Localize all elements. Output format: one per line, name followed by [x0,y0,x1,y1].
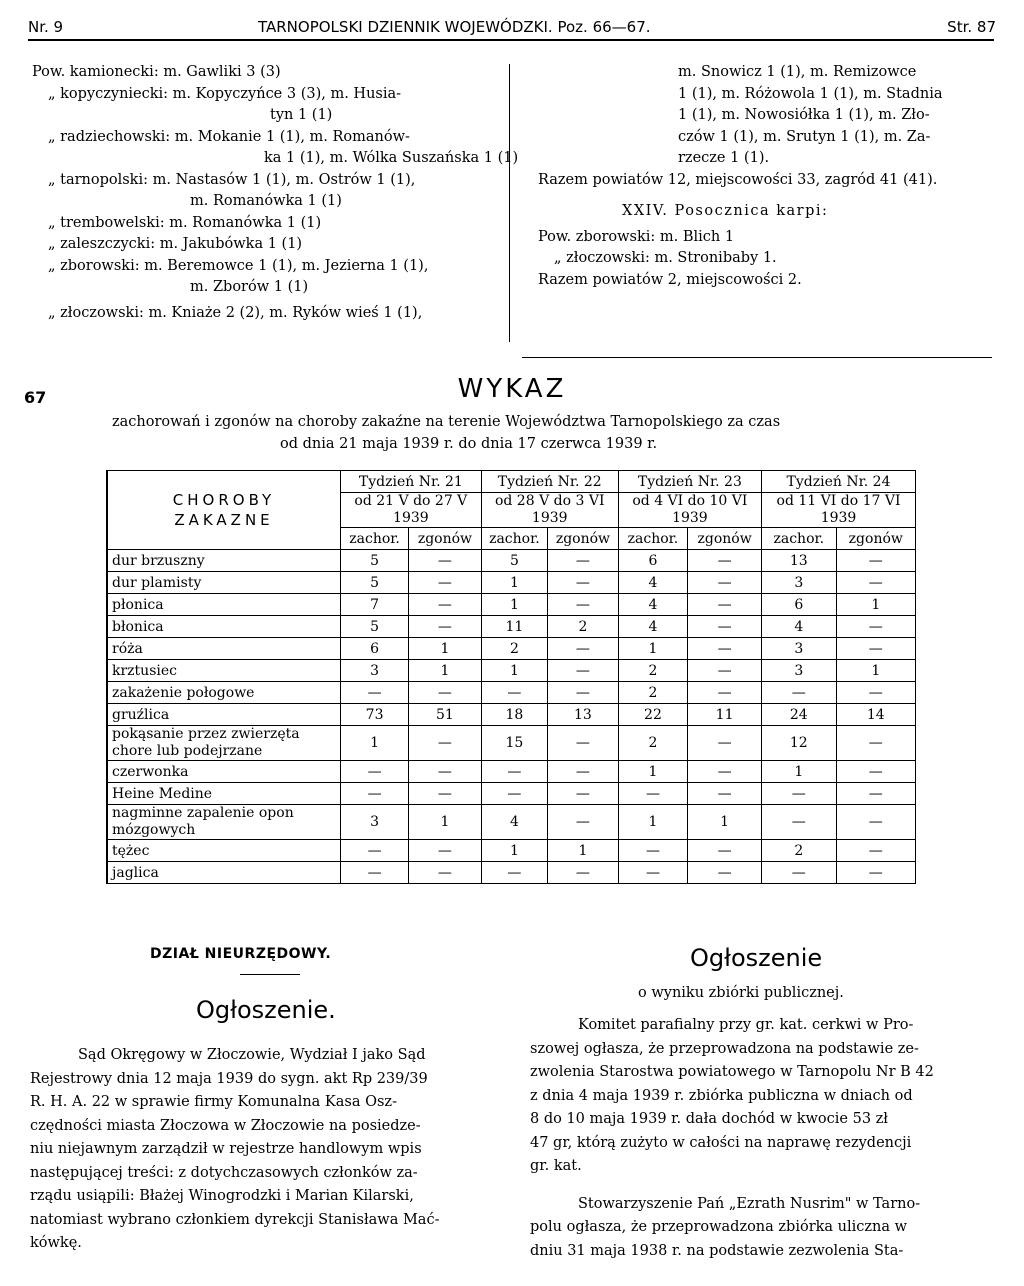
deaths-cell: — [836,783,915,805]
deaths-cell: — [836,761,915,783]
list-item: 1 (1), m. Różowola 1 (1), m. Stadnia [678,85,943,102]
list-item: „ radziechowski: m. Mokanie 1 (1), m. Romanów- [48,128,410,145]
cases-cell: — [341,862,409,884]
deaths-cell: — [409,594,482,616]
deaths-cell: — [548,572,619,594]
table-row [107,761,916,783]
cases-cell: — [341,761,409,783]
week-year: 1939 [531,510,568,526]
cases-cell: 18 [481,704,547,726]
sub-header-cases: zachor. [762,528,837,550]
cases-cell: 2 [618,682,687,704]
deaths-cell: — [836,616,915,638]
cases-cell: 12 [762,726,837,761]
cases-cell: 5 [341,550,409,572]
deaths-cell: 1 [409,660,482,682]
deaths-cell: — [836,572,915,594]
wykaz-title: WYKAZ [457,374,567,404]
week-header: Tydzień Nr. 24 [762,471,916,493]
week-range-text: od 28 V do 3 VI [494,493,605,509]
cases-cell: 11 [481,616,547,638]
cases-cell: — [481,682,547,704]
cases-cell: 2 [762,840,837,862]
disease-name [107,805,341,840]
cases-cell: 13 [762,550,837,572]
disease-name: dur brzuszny [107,550,341,572]
cases-cell: — [341,682,409,704]
deaths-cell: — [409,783,482,805]
cases-cell: 4 [618,594,687,616]
left-column [32,62,519,324]
sub-header-cases: zachor. [341,528,409,550]
disease-name: czerwonka [107,761,341,783]
cases-cell: 3 [762,638,837,660]
deaths-cell: — [836,638,915,660]
disease-name [107,726,341,761]
cases-cell: 4 [618,572,687,594]
sub-header-deaths: zgonów [409,528,482,550]
deaths-cell: — [409,761,482,783]
deaths-cell: — [548,726,619,761]
cases-cell: 5 [341,572,409,594]
disease-name-line: chore lub podejrzane [112,743,263,759]
list-item: „ kopyczyniecki: m. Kopyczyńce 3 (3), m. Husia- [48,85,402,102]
deaths-cell: — [548,682,619,704]
section-title: DZIAŁ NIEURZĘDOWY. [150,946,332,962]
list-item: Pow. kamionecki: m. Gawliki 3 (3) [32,64,281,80]
wykaz-dates: od dnia 21 maja 1939 r. do dnia 17 czerwca 1939 r. [280,436,658,452]
deaths-cell: — [548,761,619,783]
deaths-cell: 14 [836,704,915,726]
item-number: 67 [24,388,47,407]
deaths-cell: 1 [836,660,915,682]
cases-cell: 7 [341,594,409,616]
cases-cell: — [341,783,409,805]
deaths-cell: — [836,840,915,862]
cases-cell: 6 [762,594,837,616]
cases-cell: 1 [762,761,837,783]
deaths-cell: — [548,660,619,682]
list-item: czów 1 (1), m. Srutyn 1 (1), m. Za- [678,128,931,145]
sub-header-deaths: zgonów [548,528,619,550]
cases-cell: 1 [618,805,687,840]
left-notice-body [30,1044,500,1256]
deaths-cell: — [688,783,762,805]
deaths-cell: — [409,550,482,572]
deaths-cell: 1 [688,805,762,840]
sub-header-deaths: zgonów [836,528,915,550]
deaths-cell: — [548,783,619,805]
list-item: m. Romanówka 1 (1) [190,193,342,209]
week-header: Tydzień Nr. 21 [341,471,482,493]
deaths-cell: 2 [548,616,619,638]
table-row [107,862,916,884]
deaths-cell: — [688,660,762,682]
deaths-cell: — [836,550,915,572]
table-row [107,550,916,572]
notice-line: rządu usiąpili: Błażej Winogrodzki i Marian Kilarski, [30,1188,414,1204]
deaths-cell: — [409,726,482,761]
cases-cell: — [618,783,687,805]
disease-name: płonica [107,594,341,616]
right-notice-title: Ogłoszenie [690,944,823,972]
cases-cell: 1 [481,572,547,594]
cases-cell: 73 [341,704,409,726]
journal-title: TARNOPOLSKI DZIENNIK WOJEWÓDZKI. Poz. 66—67. [258,18,651,36]
cases-cell: 4 [481,805,547,840]
disease-name: jaglica [107,862,341,884]
left-notice-title: Ogłoszenie. [196,996,336,1024]
list-item: Pow. zborowski: m. Blich 1 [538,228,735,245]
cases-cell: 2 [618,660,687,682]
week-range-text: od 11 VI do 17 VI [776,493,901,509]
table-row [107,682,916,704]
table-row [107,616,916,638]
cases-cell: 5 [341,616,409,638]
week-range-text: od 21 V do 27 V [354,493,468,509]
cases-cell: 6 [618,550,687,572]
week-range [481,493,618,528]
cases-cell: — [762,682,837,704]
list-item: „ zaleszczycki: m. Jakubówka 1 (1) [48,236,303,252]
week-header: Tydzień Nr. 22 [481,471,618,493]
short-rule [240,974,300,975]
deaths-cell: — [836,862,915,884]
header-rule [28,39,994,41]
issue-number: Nr. 9 [28,18,64,36]
disease-table [106,470,916,884]
cases-cell: — [762,805,837,840]
week-header: Tydzień Nr. 23 [618,471,761,493]
disease-name: tężec [107,840,341,862]
list-item: tyn 1 (1) [270,107,333,123]
right-column [538,62,998,291]
cases-cell: — [481,862,547,884]
page-number: Str. 87 [947,18,996,36]
deaths-cell: 51 [409,704,482,726]
deaths-cell: — [688,638,762,660]
deaths-cell: 1 [409,805,482,840]
list-item: „ zborowski: m. Beremowce 1 (1), m. Jezierna 1 (1), [48,257,429,274]
cases-cell: 3 [341,660,409,682]
notice-line: niu niejawnym zarządził w rejestrze handlowym wpis [30,1141,422,1157]
cases-cell: 2 [618,726,687,761]
page-header [28,12,996,40]
notice-line: natomiast wybrano członkiem dyrekcji Stanisława Mać- [30,1211,440,1228]
right-notice-body [530,1014,996,1263]
deaths-cell: — [836,726,915,761]
cases-cell: 3 [762,572,837,594]
cases-cell: — [762,862,837,884]
disease-name: błonica [107,616,341,638]
deaths-cell: — [688,726,762,761]
deaths-cell: — [688,682,762,704]
notice-line: Rejestrowy dnia 12 maja 1939 do sygn. akt Rp 239/39 [30,1070,428,1087]
deaths-cell: — [548,594,619,616]
deaths-cell: — [409,616,482,638]
sub-header-cases: zachor. [481,528,547,550]
cases-cell: 1 [618,638,687,660]
disease-name: róża [107,638,341,660]
notice-line: kówkę. [30,1235,82,1251]
list-item: rzecze 1 (1). [678,150,770,166]
sub-header-cases: zachor. [618,528,687,550]
cases-cell: 1 [481,594,547,616]
sub-header-deaths: zgonów [688,528,762,550]
notice-line: 8 do 10 maja 1939 r. dała dochód w kwocie 53 zł [530,1111,888,1127]
deaths-cell: — [836,682,915,704]
list-item: „ złoczowski: m. Stronibaby 1. [554,250,777,266]
table-row [107,704,916,726]
notice-line: dniu 31 maja 1938 r. na podstawie zezwolenia Sta- [530,1242,904,1259]
section-heading: XXIV. Posocznica karpi: [622,203,829,219]
total-line: Razem powiatów 12, miejscowości 33, zagród 41 (41). [538,171,938,188]
table-row [107,572,916,594]
notice-line: z dnia 4 maja 1939 r. zbiórka publiczna w dniach od [530,1087,913,1104]
cases-cell: 2 [481,638,547,660]
cases-cell: 22 [618,704,687,726]
table-row [107,840,916,862]
deaths-cell: — [548,805,619,840]
list-item: ka 1 (1), m. Wólka Suszańska 1 (1) [264,150,519,166]
deaths-cell: — [409,572,482,594]
deaths-cell: 1 [548,840,619,862]
deaths-cell: — [548,550,619,572]
list-item: m. Zborów 1 (1) [190,279,309,295]
disease-name: gruźlica [107,704,341,726]
disease-name: krztusiec [107,660,341,682]
deaths-cell: — [688,761,762,783]
table-row [107,726,916,761]
deaths-cell: — [548,862,619,884]
notice-line: szowej ogłasza, że przeprowadzona na podstawie ze- [530,1040,919,1057]
notice-line: polu ogłasza, że przeprowadzona zbiórka uliczna w [530,1219,908,1235]
notice-line: 47 gr, którą zużyto w całości na naprawę rezydencji [530,1134,912,1151]
cases-cell: — [341,840,409,862]
table-row [107,594,916,616]
deaths-cell: 13 [548,704,619,726]
deaths-cell: — [548,638,619,660]
table-row [107,638,916,660]
notice-line: gr. kat. [530,1158,582,1174]
deaths-cell: — [688,550,762,572]
table-row [107,660,916,682]
deaths-cell: 1 [409,638,482,660]
cases-cell: — [481,783,547,805]
week-range [762,493,916,528]
week-year: 1939 [672,510,708,526]
deaths-cell: — [409,682,482,704]
disease-name-line: nagminne zapalenie opon [112,805,294,821]
disease-name: dur plamisty [107,572,341,594]
deaths-cell: — [409,840,482,862]
list-item: m. Snowicz 1 (1), m. Remizowce [678,64,917,80]
table-corner [107,471,341,550]
week-year: 1939 [820,510,857,526]
cases-cell: 3 [762,660,837,682]
cases-cell: 5 [481,550,547,572]
notice-line: czędności miasta Złoczowa w Złoczowie na posiedze- [30,1117,421,1134]
notice-line: Komitet parafialny przy gr. kat. cerkwi w Pro- [578,1017,914,1033]
cases-cell: 1 [341,726,409,761]
column-divider [509,64,510,342]
cases-cell: 24 [762,704,837,726]
notice-line: R. H. A. 22 w sprawie firmy Komunalna Kasa Osz- [30,1094,397,1110]
week-year: 1939 [393,510,429,526]
disease-name-line: pokąsanie przez zwierzęta [112,726,300,742]
right-notice-subtitle: o wyniku zbiórki publicznej. [638,985,844,1001]
table-row [107,805,916,840]
cases-cell: — [618,862,687,884]
notice-line: Stowarzyszenie Pań „Ezrath Nusrim" w Tarno- [578,1195,921,1212]
list-item: 1 (1), m. Nowosiółka 1 (1), m. Zło- [678,107,930,123]
cases-cell: — [762,783,837,805]
table-row [107,783,916,805]
disease-name: Heine Medine [107,783,341,805]
list-item: „ złoczowski: m. Kniaże 2 (2), m. Ryków wieś 1 (1), [48,304,423,321]
notice-line: następującej treści: z dotychczasowych członków za- [30,1164,418,1181]
cases-cell: 15 [481,726,547,761]
notice-line: zwolenia Starostwa powiatowego w Tarnopolu Nr B 42 [530,1064,934,1080]
corner-line-2: ZAKAZNE [174,511,274,529]
deaths-cell: — [688,616,762,638]
deaths-cell: 11 [688,704,762,726]
deaths-cell: — [688,840,762,862]
disease-name: zakażenie połogowe [107,682,341,704]
cases-cell: — [618,840,687,862]
deaths-cell: — [688,594,762,616]
corner-line-1: CHOROBY [172,491,276,509]
week-range [341,493,482,528]
cases-cell: 1 [481,660,547,682]
cases-cell: 1 [481,840,547,862]
total-line: Razem powiatów 2, miejscowości 2. [538,271,802,288]
cases-cell: — [481,761,547,783]
wykaz-subtitle: zachorowań i zgonów na choroby zakaźne na terenie Województwa Tarnopolskiego za czas [112,414,781,430]
deaths-cell: 1 [836,594,915,616]
cases-cell: 3 [341,805,409,840]
cases-cell: 4 [762,616,837,638]
week-range [618,493,761,528]
deaths-cell: — [409,862,482,884]
deaths-cell: — [688,572,762,594]
list-item: „ tarnopolski: m. Nastasów 1 (1), m. Ostrów 1 (1), [48,171,416,188]
deaths-cell: — [688,862,762,884]
right-column-end-rule [522,357,992,358]
cases-cell: 6 [341,638,409,660]
deaths-cell: — [836,805,915,840]
cases-cell: 1 [618,761,687,783]
disease-name-line: mózgowych [112,822,196,838]
list-item: „ trembowelski: m. Romanówka 1 (1) [48,214,322,231]
notice-line: Sąd Okręgowy w Złoczowie, Wydział I jako Sąd [78,1047,426,1063]
cases-cell: 4 [618,616,687,638]
week-range-text: od 4 VI do 10 VI [632,493,748,509]
